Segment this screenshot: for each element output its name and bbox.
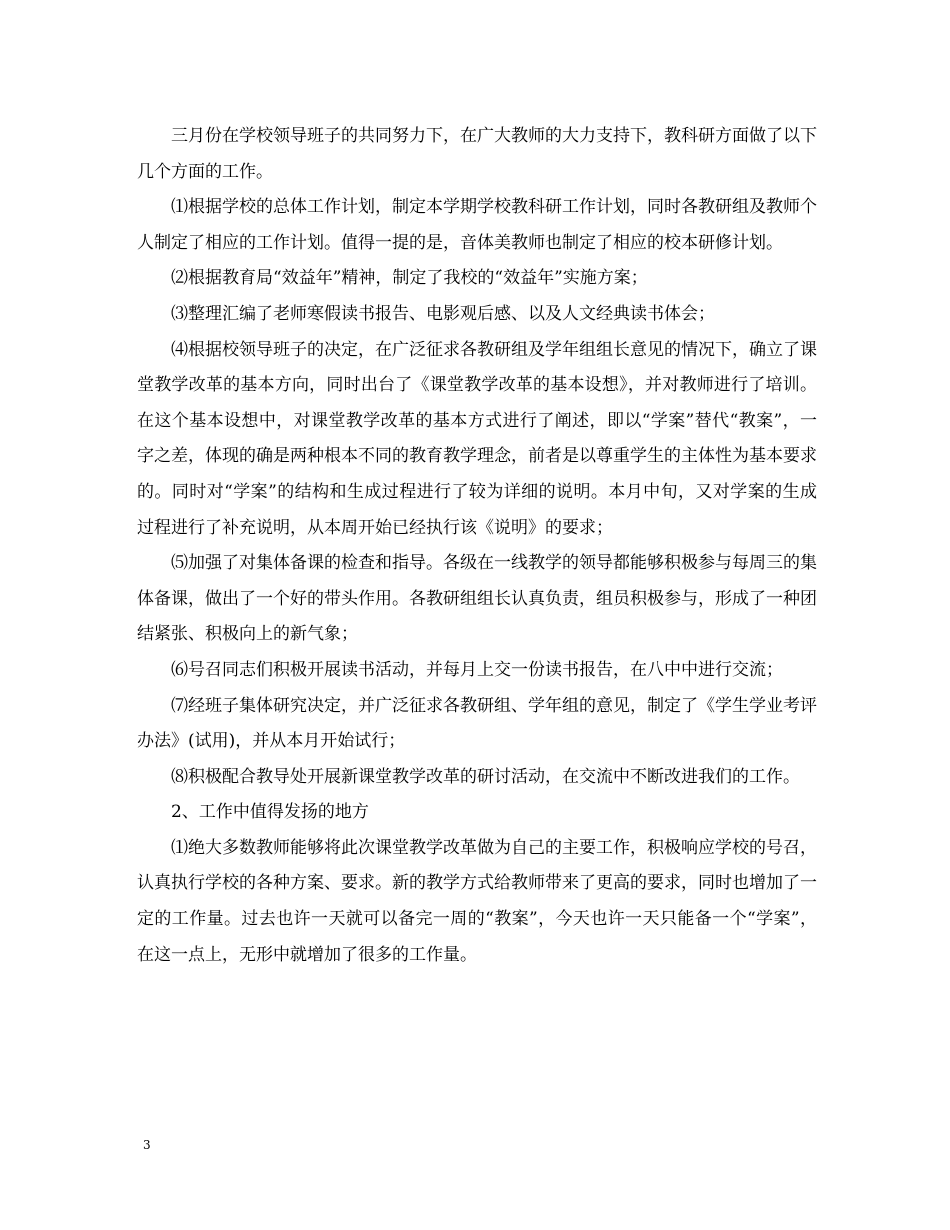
item-5-paragraph: ⑸加强了对集体备课的检查和指导。各级在一线教学的领导都能够积极参与每周三的集体备课，做出了一个好的带头作用。各教研组组长认真负责，组员积极参与，形成了一种团结紧张、积极向上的新气象； xyxy=(137,553,817,645)
section-heading: 2、工作中值得发扬的地方 xyxy=(171,802,369,823)
item-7-paragraph: ⑺经班子集体研究决定，并广泛征求各教研组、学年组的意见，制定了《学生学业考评办法》(试用)，并从本月开始试行； xyxy=(137,695,817,752)
item-8-paragraph: ⑻积极配合教导处开展新课堂教学改革的研讨活动，在交流中不断改进我们的工作。 xyxy=(171,766,800,787)
item-2-paragraph: ⑵根据教育局“效益年”精神，制定了我校的“效益年”实施方案； xyxy=(171,268,648,289)
item-3-paragraph: ⑶整理汇编了老师寒假读书报告、电影观后感、以及人文经典读书体会； xyxy=(171,303,715,324)
intro-paragraph: 三月份在学校领导班子的共同努力下，在广大教师的大力支持下，教科研方面做了以下几个方面的工作。 xyxy=(137,126,817,182)
item-4-paragraph: ⑷根据校领导班子的决定，在广泛征求各教研组及学年组组长意见的情况下，确立了课堂教学改革的基本方向，同时出台了《课堂教学改革的基本设想》，并对教师进行了培训。在这个基本设想中，对课堂教学改革的基本方式进行了阐述，即以“学案”替代“教案”，一字之差，体现的确是两种根本不同的教育教学理念，前者是以尊重学生的主体性为基本要求的。同时对“学案”的结构和生成过程进行了较为详细的说明。本月中旬，又对学案的生成过程进行了补充说明，从本周开始已经执行该《说明》的要求； xyxy=(137,339,817,538)
page-number: 3 xyxy=(143,1138,151,1152)
item-6-paragraph: ⑹号召同志们积极开展读书活动，并每月上交一份读书报告，在八中中进行交流； xyxy=(171,659,783,680)
body-text xyxy=(137,119,817,973)
item-1-paragraph: ⑴根据学校的总体工作计划，制定本学期学校教科研工作计划，同时各教研组及教师个人制定了相应的工作计划。值得一提的是，音体美教师也制定了相应的校本研修计划。 xyxy=(137,197,817,253)
section-item-1-paragraph: ⑴绝大多数教师能够将此次课堂教学改革做为自己的主要工作，积极响应学校的号召，认真执行学校的各种方案、要求。新的教学方式给教师带来了更高的要求，同时也增加了一定的工作量。过去也许一天就可以备完一周的“教案”，今天也许一天只能备一个“学案”，在这一点上，无形中就增加了很多的工作量。 xyxy=(137,837,817,965)
